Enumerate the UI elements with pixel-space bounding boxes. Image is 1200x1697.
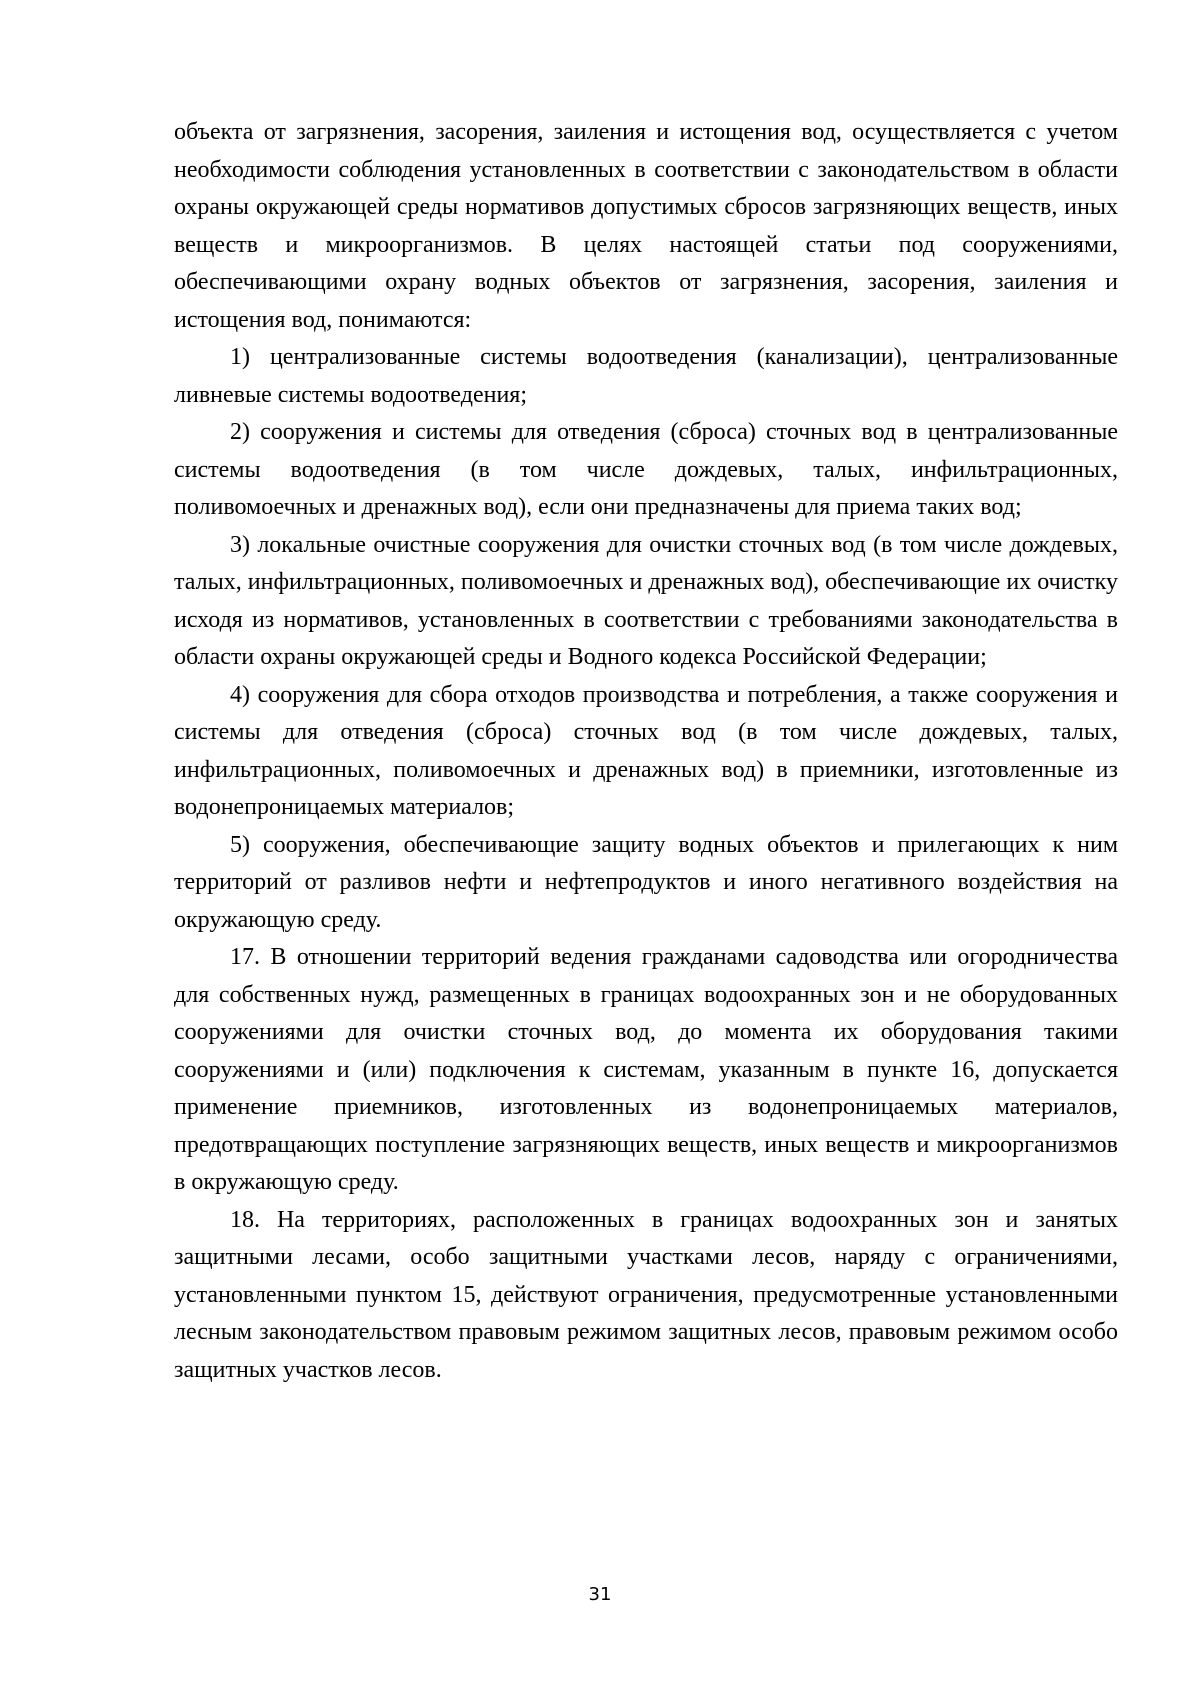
clause-17: 17. В отношении территорий ведения гражданами садоводства или огородничества для собственных нужд, размещенных в границах водоохранных зон и не оборудованных сооружениями для очистки сточных вод, до момента их оборудования такими сооружениями и (или) подключения к системам, указанным в пункте 16, допускается применение приемников, изготовленных из водонепроницаемых материалов, предотвращающих поступление загрязняющих веществ, иных веществ и микроорганизмов в окружающую среду.	[174, 944, 1118, 1195]
list-item-2: 2) сооружения и системы для отведения (сброса) сточных вод в централизованные системы водоотведения (в том числе дождевых, талых, инфильтрационных, поливомоечных и дренажных вод), если они предназначены для приема таких вод;	[174, 419, 1118, 520]
list-item-4: 4) сооружения для сбора отходов производства и потребления, а также сооружения и системы для отведения (сброса) сточных вод (в том числе дождевых, талых, инфильтрационных, поливомоечных и дренажных вод) в приемники, изготовленные из водонепроницаемых материалов;	[174, 681, 1118, 820]
list-item-5: 5) сооружения, обеспечивающие защиту водных объектов и прилегающих к ним территорий от разливов нефти и нефтепродуктов и иного негативного воздействия на окружающую среду.	[174, 831, 1118, 933]
page-number: 31	[588, 1584, 612, 1605]
list-item-3: 3) локальные очистные сооружения для очистки сточных вод (в том числе дождевых, талых, инфильтрационных, поливомоечных и дренажных вод), обеспечивающие их очистку исходя из нормативов, установленных в соответствии с требованиями законодательства в области охраны окружающей среды и Водного кодекса Российской Федерации;	[174, 531, 1118, 670]
paragraph-continuation: объекта от загрязнения, засорения, заиления и истощения вод, осуществляется с учетом необходимости соблюдения установленных в соответствии с законодательством в области охраны окружающей среды нормативов допустимых сбросов загрязняющих веществ, иных веществ и микроорганизмов. В целях настоящей статьи под сооружениями, обеспечивающими охрану водных объектов от загрязнения, засорения, заиления и истощения вод, понимаются:	[174, 119, 1118, 333]
list-item-1: 1) централизованные системы водоотведения (канализации), централизованные ливневые системы водоотведения;	[174, 344, 1118, 408]
body-text	[174, 114, 1118, 1389]
clause-18: 18. На территориях, расположенных в границах водоохранных зон и занятых защитными лесами, особо защитными участками лесов, наряду с ограничениями, установленными пунктом 15, действуют ограничения, предусмотренные установленными лесным законодательством правовым режимом защитных лесов, правовым режимом особо защитных участков лесов.	[174, 1206, 1118, 1383]
